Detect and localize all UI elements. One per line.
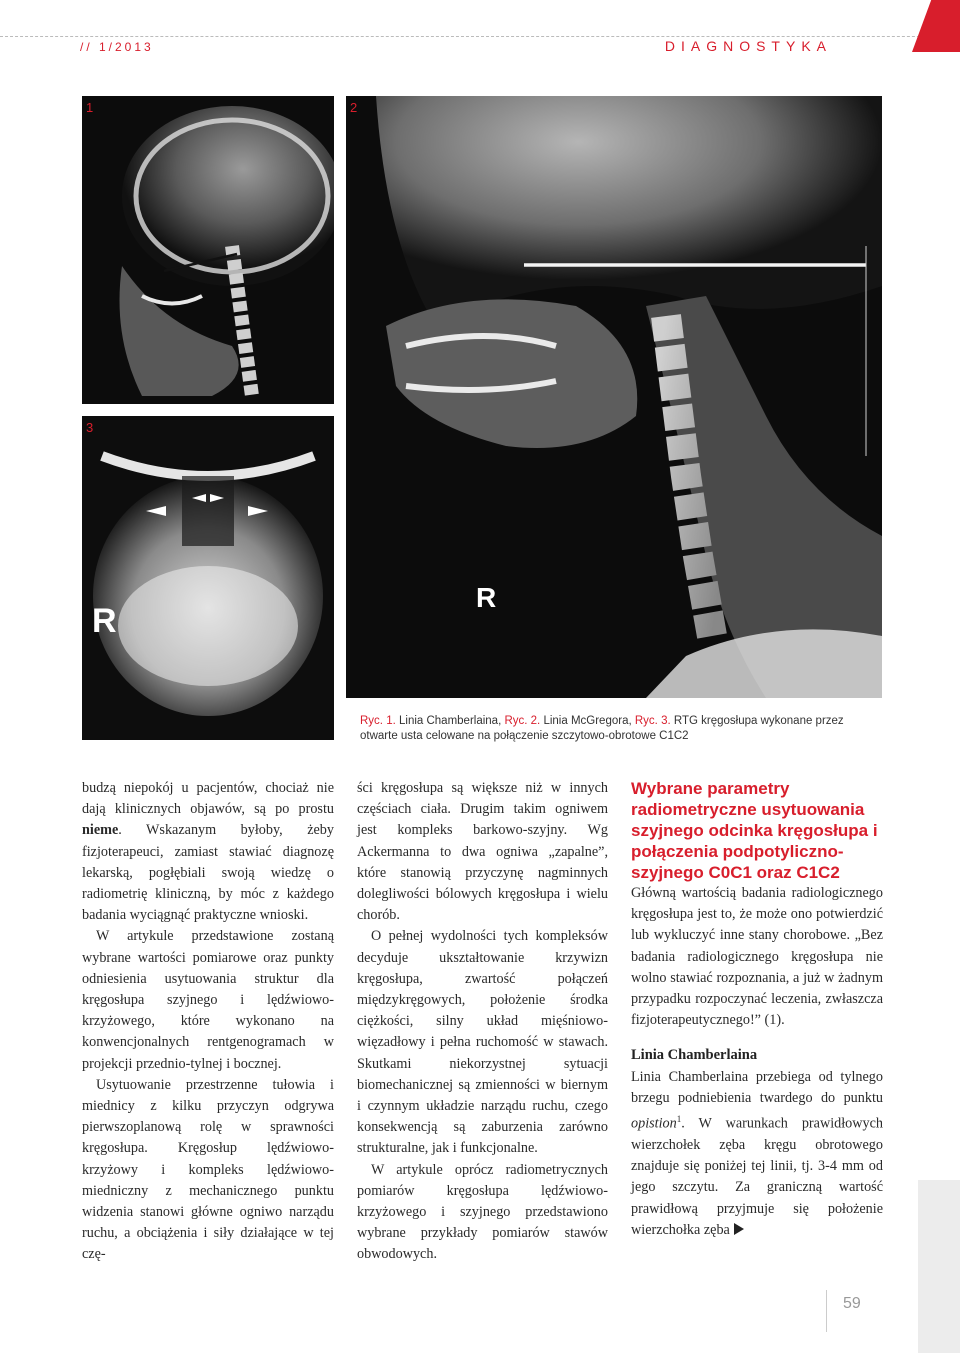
figure-3-xray	[82, 416, 334, 740]
corner-accent	[912, 0, 960, 52]
col1-p1-emphasis: nieme	[82, 822, 119, 839]
subsection-heading: Linia Chamberlaina	[631, 1047, 758, 1064]
header-divider	[0, 36, 960, 37]
text-column-1	[82, 778, 334, 1266]
col1-paragraph-2: W artykule przedstawione zostaną wybrane wartości pomiarowe oraz punkty odniesienia usytuowania struktur dla kręgosłupa szyjnego i lędźwiowo-krzyżowego, które wykonano na konwencjonalnych rentgenogramach w projekcji przednio-tylnej i bocznej.	[82, 928, 334, 1072]
figure-caption	[360, 714, 880, 744]
figure-3-number: 3	[86, 420, 94, 435]
section-title: DIAGNOSTYKA	[664, 38, 832, 54]
col1-paragraph-3: Usytuowanie przestrzenne tułowia i miednicy z kilku przyczyn odgrywa pierwszoplanową rolę w sprawności kręgosłupa. Kręgosłup lędźwiowo-krzyżowy i kompleks lędźwiowo-miedniczny z mechanicznego punktu widzenia stanowi główne ogniwo narządu ruchu, a obciążenia i siły działające w tej czę-	[82, 1076, 334, 1263]
figure-1-xray	[82, 96, 334, 404]
issue-label: // 1/2013	[80, 40, 154, 54]
col1-p1-text-a: budzą niepokój u pacjentów, chociaż nie dają klinicznych objawów, są po prostu	[82, 780, 334, 818]
caption-text-3: RTG kręgosłupa wykonane przez otwarte usta celowane na połączenie szczytowo-obrotowe C1C2	[360, 715, 844, 742]
col3-p2-text-a: Linia Chamberlaina przebiega od tylnego brzegu podniebienia twardego do punktu	[631, 1068, 883, 1106]
figure-1-number: 1	[86, 100, 94, 115]
figure-2-number: 2	[350, 100, 358, 115]
col1-paragraph-1	[82, 778, 334, 926]
caption-text-2: Linia McGregora,	[540, 715, 635, 727]
section-heading: Wybrane parametry radiometryczne usytuowania szyjnego odcinka kręgosłupa i połączenia podpotyliczno-szyjnego C0C1 oraz C1C2	[631, 779, 878, 882]
caption-ref-2: Ryc. 2.	[504, 715, 541, 727]
caption-ref-3: Ryc. 3.	[634, 715, 671, 727]
col3-p2-footnote-ref: 1	[676, 1114, 682, 1125]
col1-p1-text-c: . Wskazanym byłoby, żeby fizjoterapeuci, zamiast stawiać diagnozę lekarską, pogłębiali swoją wiedzę o radiometrię kliniczną, by móc z każdego badania wyciągnąć praktyczne wnioski.	[82, 822, 334, 924]
page-edge-bar	[918, 1180, 960, 1353]
figure-2-xray	[346, 96, 882, 698]
continue-arrow-icon	[734, 1223, 744, 1235]
figure-1-xray-image	[82, 96, 334, 404]
caption-text-1: Linia Chamberlaina,	[395, 715, 505, 727]
page-number: 59	[843, 1295, 861, 1312]
col3-paragraph-2	[631, 1067, 883, 1241]
text-column-2	[357, 778, 608, 1266]
caption-ref-1: Ryc. 1.	[360, 715, 396, 727]
col3-p2-term: opistion	[631, 1115, 677, 1132]
col2-paragraph-2: O pełnej wydolności tych kompleksów decyduje ukształtowanie krzywizn kręgosłupa, zwartość połączeń międzykręgowych, położenie środka ciężkości, silny układ mięśniowo-więzadłowy i pełna ruchomość w stawach. Skutkami niekorzystnej sytuacji biomechanicznej są zmienności w biernym i czynnym układzie narządu ruchu, czego konsekwencją są zaburzenia zarówno strukturalne, jak i funkcjonalne.	[357, 928, 608, 1157]
col3-paragraph-1: Główną wartością badania radiologicznego kręgosłupa jest to, że może ono potwierdzić lub wykluczyć inne stany chorobowe. „Bez badania radiologicznego kręgosłupa nie wolno stawiać rozpoznania, a już w żadnym przypadku rozpoczynać leczenia, zwłaszcza fizjoterapeutycznego!” (1).	[631, 885, 883, 1029]
figure-3-xray-image	[82, 416, 334, 740]
figure-2-xray-image	[346, 96, 882, 698]
col3-p2-text-d: . W warunkach prawidłowych wierzchołek zęba kręgu obrotowego znajduje się poniżej tej linii, tj. 3-4 mm od jego szczytu. Za graniczną wartość prawidłową przyjmuje się położenie wierzchołka zęba	[631, 1115, 883, 1238]
figure-3-side-marker: R	[92, 602, 117, 640]
page-number-divider	[826, 1290, 827, 1332]
col2-paragraph-3: W artykule oprócz radiometrycznych pomiarów kręgosłupa lędźwiowo-krzyżowego i szyjnego przedstawiono wybrane przykłady pomiarów stawów obwodowych.	[357, 1161, 608, 1263]
figure-2-side-marker: R	[476, 582, 497, 613]
text-column-3	[631, 778, 883, 1241]
col2-paragraph-1: ści kręgosłupa są większe niż w innych częściach ciała. Drugim takim ogniwem jest kompleks barkowo-szyjny. Wg Ackermanna to dwa ogniwa „zapalne”, które stanowią przyczynę nagminnych dolegliwości bólowych kręgosłupa i wielu chorób.	[357, 780, 608, 924]
